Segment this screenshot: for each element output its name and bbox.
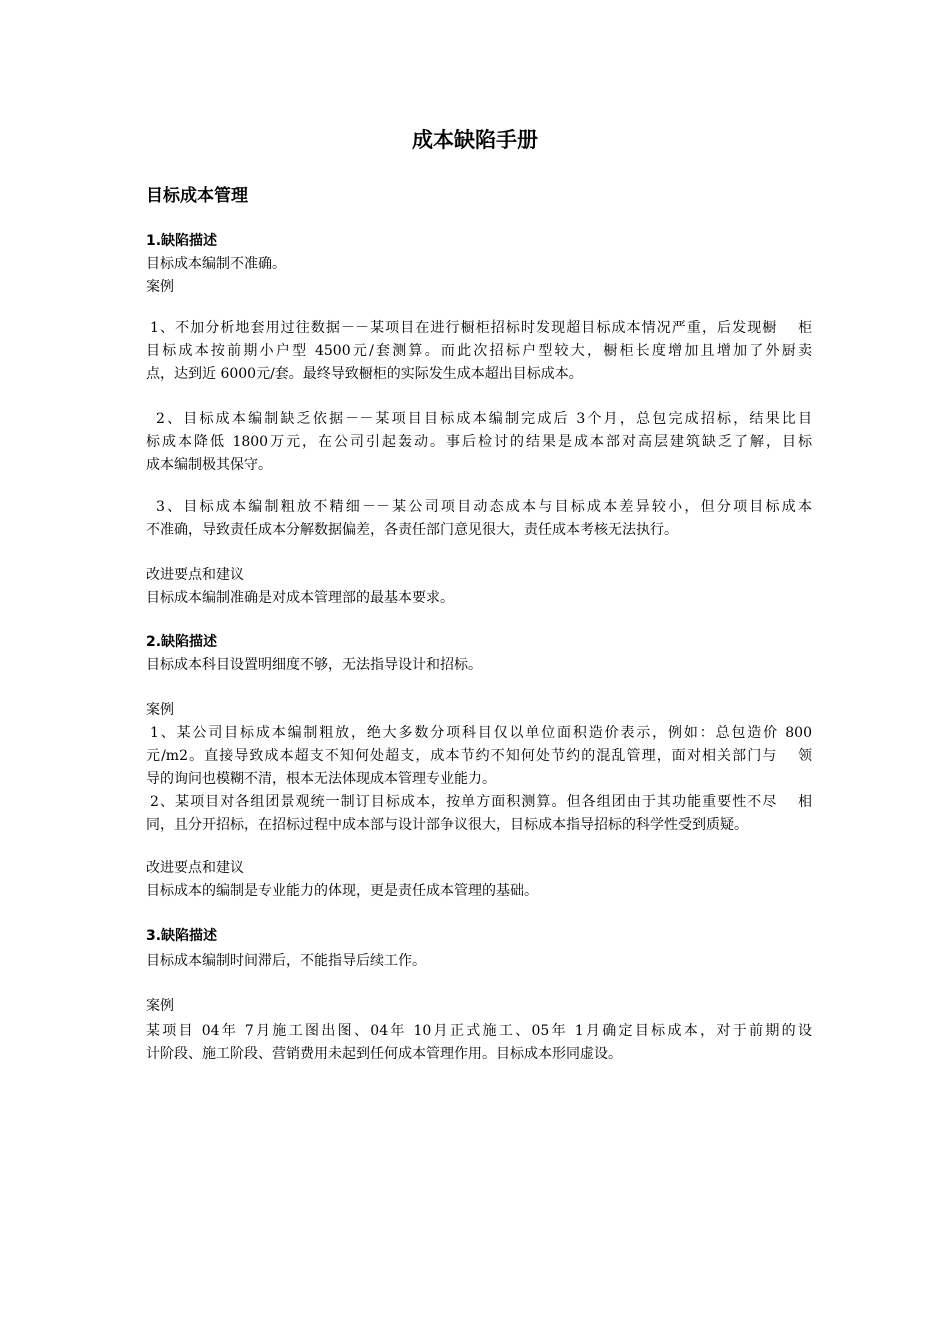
defect-3-case-1 [146,1020,812,1066]
improvement-label: 改进要点和建议 [146,860,244,876]
case-line: 1、某公司目标成本编制粗放，绝大多数分项科目仅以单位面积造价表示，例如：总包造价 800 [150,725,812,741]
section-title: 目标成本管理 [146,186,248,206]
defect-heading: 3.缺陷描述 [146,928,218,944]
case-line: 2、目标成本编制缺乏依据－－某项目目标成本编制完成后 3个月，总包完成招标，结果比目 [156,411,812,427]
case-line: 点，达到近 6000元/套。最终导致橱柜的实际发生成本超出目标成本。 [146,366,583,382]
defect-description: 目标成本编制时间滞后，不能指导后续工作。 [146,953,426,969]
defect-2-improvement [146,857,812,903]
case-label: 案例 [146,702,174,718]
case-line: 元/m2。直接导致成本超支不知何处超支，成本节约不知何处节约的混乱管理，面对相关部门与 领 [146,748,812,764]
improvement-label: 改进要点和建议 [146,567,244,583]
defect-description: 目标成本科目设置明细度不够，无法指导设计和招标。 [146,657,482,673]
improvement-text: 目标成本编制准确是对成本管理部的最基本要求。 [146,590,454,606]
defect-1-case-1 [146,317,812,386]
defect-2-case-2 [146,791,812,837]
defect-2-intro [146,631,812,677]
defect-1-case-3 [146,496,812,542]
case-line: 计阶段、施工阶段、营销费用未起到任何成本管理作用。目标成本形同虚设。 [146,1046,622,1062]
case-line: 某项目 04年 7月施工图出图、04年 10月正式施工、05年 1月确定目标成本，对于前期的设 [146,1023,812,1039]
case-line: 3、目标成本编制粗放不精细－－某公司项目动态成本与目标成本差异较小，但分项目标成本 [156,499,812,515]
case-line: 不准确，导致责任成本分解数据偏差，各责任部门意见很大，责任成本考核无法执行。 [146,522,678,538]
case-label: 案例 [146,279,174,295]
defect-description: 目标成本编制不准确。 [146,256,286,272]
case-line: 目标成本按前期小户型 4500元/套测算。而此次招标户型较大，橱柜长度增加且增加了外厨卖 [146,343,812,359]
defect-3-case-label [146,995,812,1018]
defect-3-intro [146,925,812,973]
case-line: 1、不加分析地套用过往数据－－某项目在进行橱柜招标时发现超目标成本情况严重，后发现橱 柜 [150,320,812,336]
defect-heading: 1.缺陷描述 [146,233,218,249]
defect-heading: 2.缺陷描述 [146,634,218,650]
defect-1-improvement [146,564,812,610]
improvement-text: 目标成本的编制是专业能力的体现，更是责任成本管理的基础。 [146,883,538,899]
defect-2-case-1 [146,722,812,791]
defect-2-case-label [146,699,812,722]
case-line: 2、某项目对各组团景观统一制订目标成本，按单方面积测算。但各组团由于其功能重要性不尽 相 [150,794,812,810]
document-title: 成本缺陷手册 [412,128,538,152]
defect-1-case-2 [146,408,812,477]
case-label: 案例 [146,998,174,1014]
case-line: 同，且分开招标，在招标过程中成本部与设计部争议很大，目标成本指导招标的科学性受到质疑。 [146,817,748,833]
case-line: 标成本降低 1800万元，在公司引起轰动。事后检讨的结果是成本部对高层建筑缺乏了解，目标 [146,434,812,450]
case-line: 导的询问也模糊不清，根本无法体现成本管理专业能力。 [146,771,496,787]
defect-1-intro [146,230,812,299]
case-line: 成本编制极其保守。 [146,457,272,473]
